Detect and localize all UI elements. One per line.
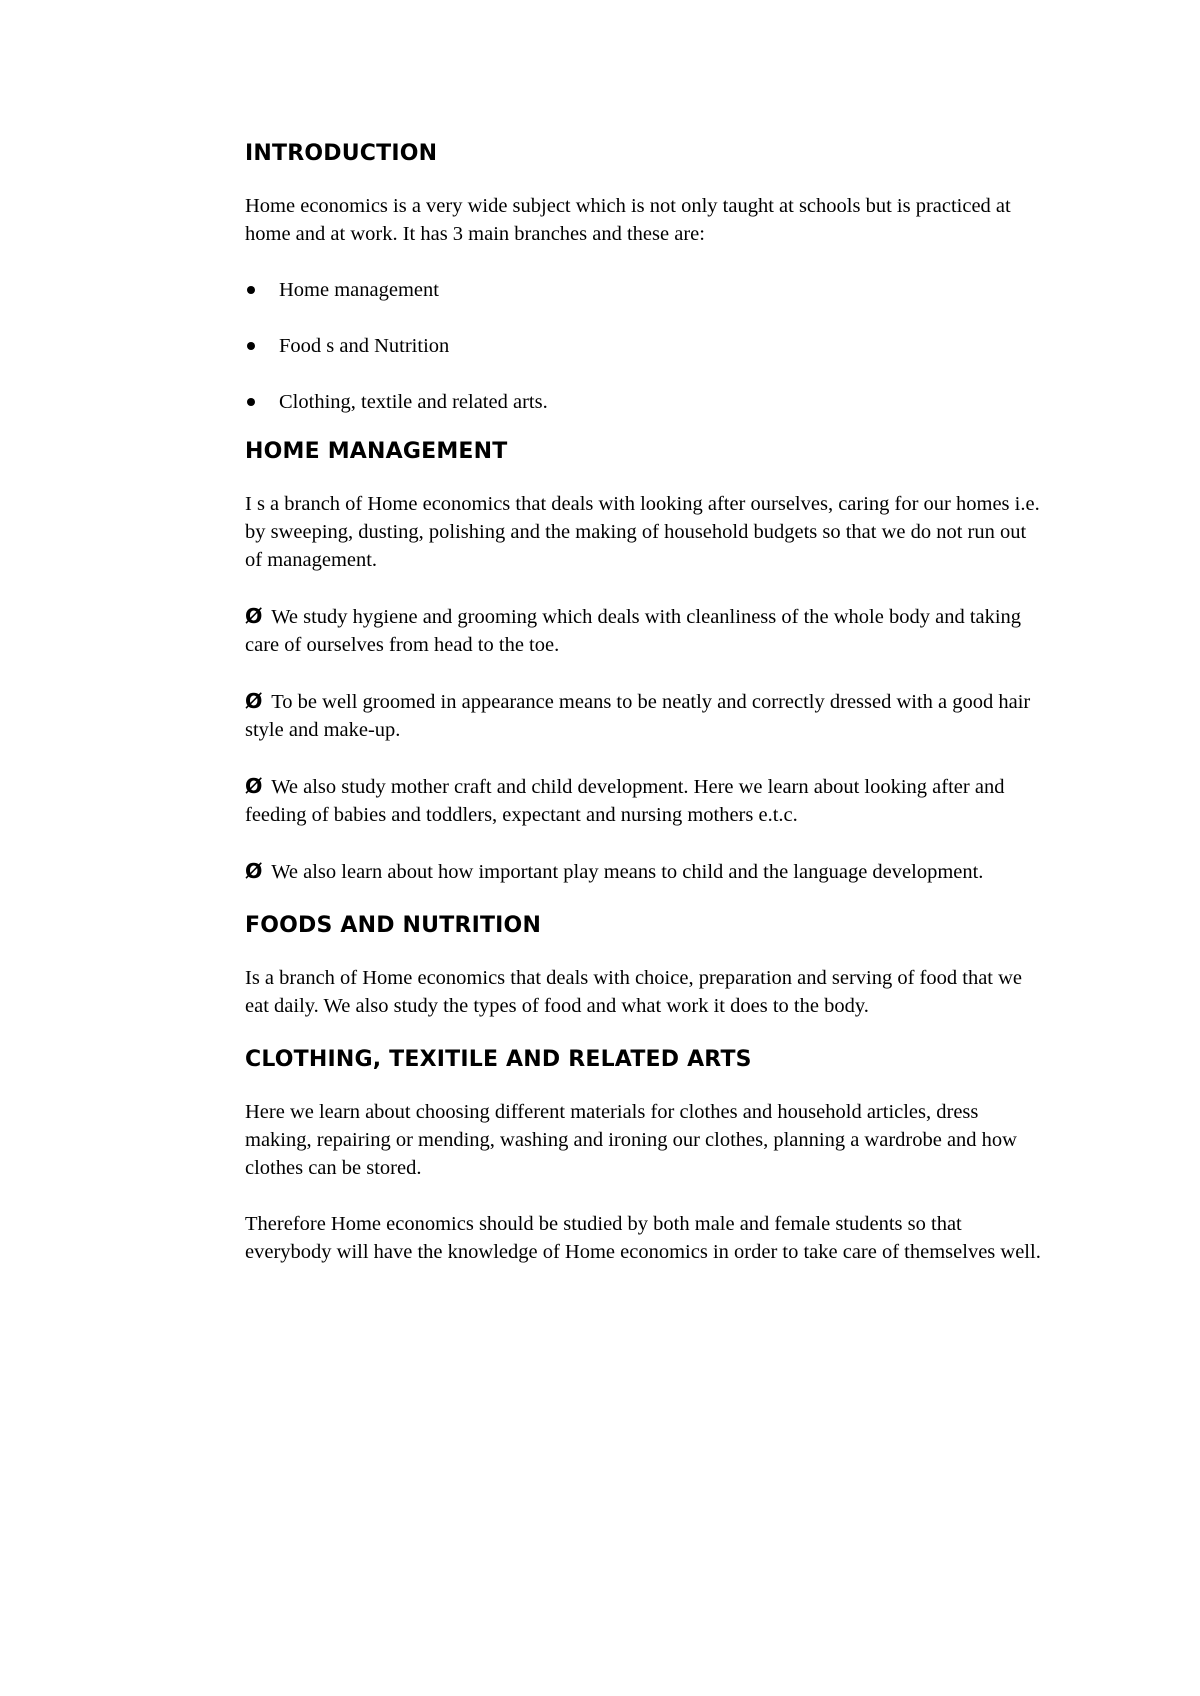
heading-home-management: HOME MANAGEMENT (245, 439, 508, 464)
list-item (245, 388, 1045, 416)
section-home-management (245, 438, 1045, 886)
section-clothing (245, 1046, 1045, 1266)
conclusion-paragraph: Therefore Home economics should be studied by both male and female students so that everybody will have the knowledge of Home economics in order to take care of themselves well. (245, 1213, 1041, 1263)
introduction-paragraph: Home economics is a very wide subject which is not only taught at schools but is practiced at home and at work. It has 3 main branches and these are: (245, 195, 1011, 245)
section-foods-nutrition (245, 912, 1045, 1020)
list-item-text: Clothing, textile and related arts. (279, 391, 548, 413)
arrow-bullet-icon: Ø (245, 859, 263, 883)
list-item-text: Home management (279, 279, 439, 301)
point-text: We also study mother craft and child development. Here we learn about looking after and feeding of babies and toddlers, expectant and nursing mothers e.t.c. (245, 776, 1005, 826)
list-item-text: Food s and Nutrition (279, 335, 450, 357)
heading-clothing: CLOTHING, TEXITILE AND RELATED ARTS (245, 1047, 752, 1072)
clothing-paragraph: Here we learn about choosing different materials for clothes and household articles, dress making, repairing or mending, washing and ironing our clothes, planning a wardrobe and how clothes can be stored. (245, 1101, 1017, 1179)
point-text: To be well groomed in appearance means to be neatly and correctly dressed with a good hair style and make-up. (245, 691, 1031, 741)
home-management-paragraph: I s a branch of Home economics that deals with looking after ourselves, caring for our homes i.e. by sweeping, dusting, polishing and the making of household budgets so that we do not run out of management. (245, 493, 1040, 571)
section-introduction (245, 140, 1045, 416)
bullet-icon (247, 398, 255, 406)
point-item (245, 772, 1045, 829)
point-item (245, 687, 1045, 744)
list-item (245, 332, 1045, 360)
point-item (245, 602, 1045, 659)
bullet-icon (247, 342, 255, 350)
heading-introduction: INTRODUCTION (245, 141, 438, 166)
arrow-bullet-icon: Ø (245, 774, 263, 798)
point-item (245, 857, 1045, 886)
foods-nutrition-paragraph: Is a branch of Home economics that deals with choice, preparation and serving of food that we eat daily. We also study the types of food and what work it does to the body. (245, 967, 1023, 1017)
arrow-bullet-icon: Ø (245, 604, 263, 628)
heading-foods-nutrition: FOODS AND NUTRITION (245, 913, 542, 938)
branches-list (245, 276, 1045, 416)
arrow-bullet-icon: Ø (245, 689, 263, 713)
document-page (245, 140, 1045, 1294)
list-item (245, 276, 1045, 304)
bullet-icon (247, 286, 255, 294)
point-text: We also learn about how important play means to child and the language development. (271, 861, 984, 883)
point-text: We study hygiene and grooming which deals with cleanliness of the whole body and taking care of ourselves from head to the toe. (245, 606, 1022, 656)
